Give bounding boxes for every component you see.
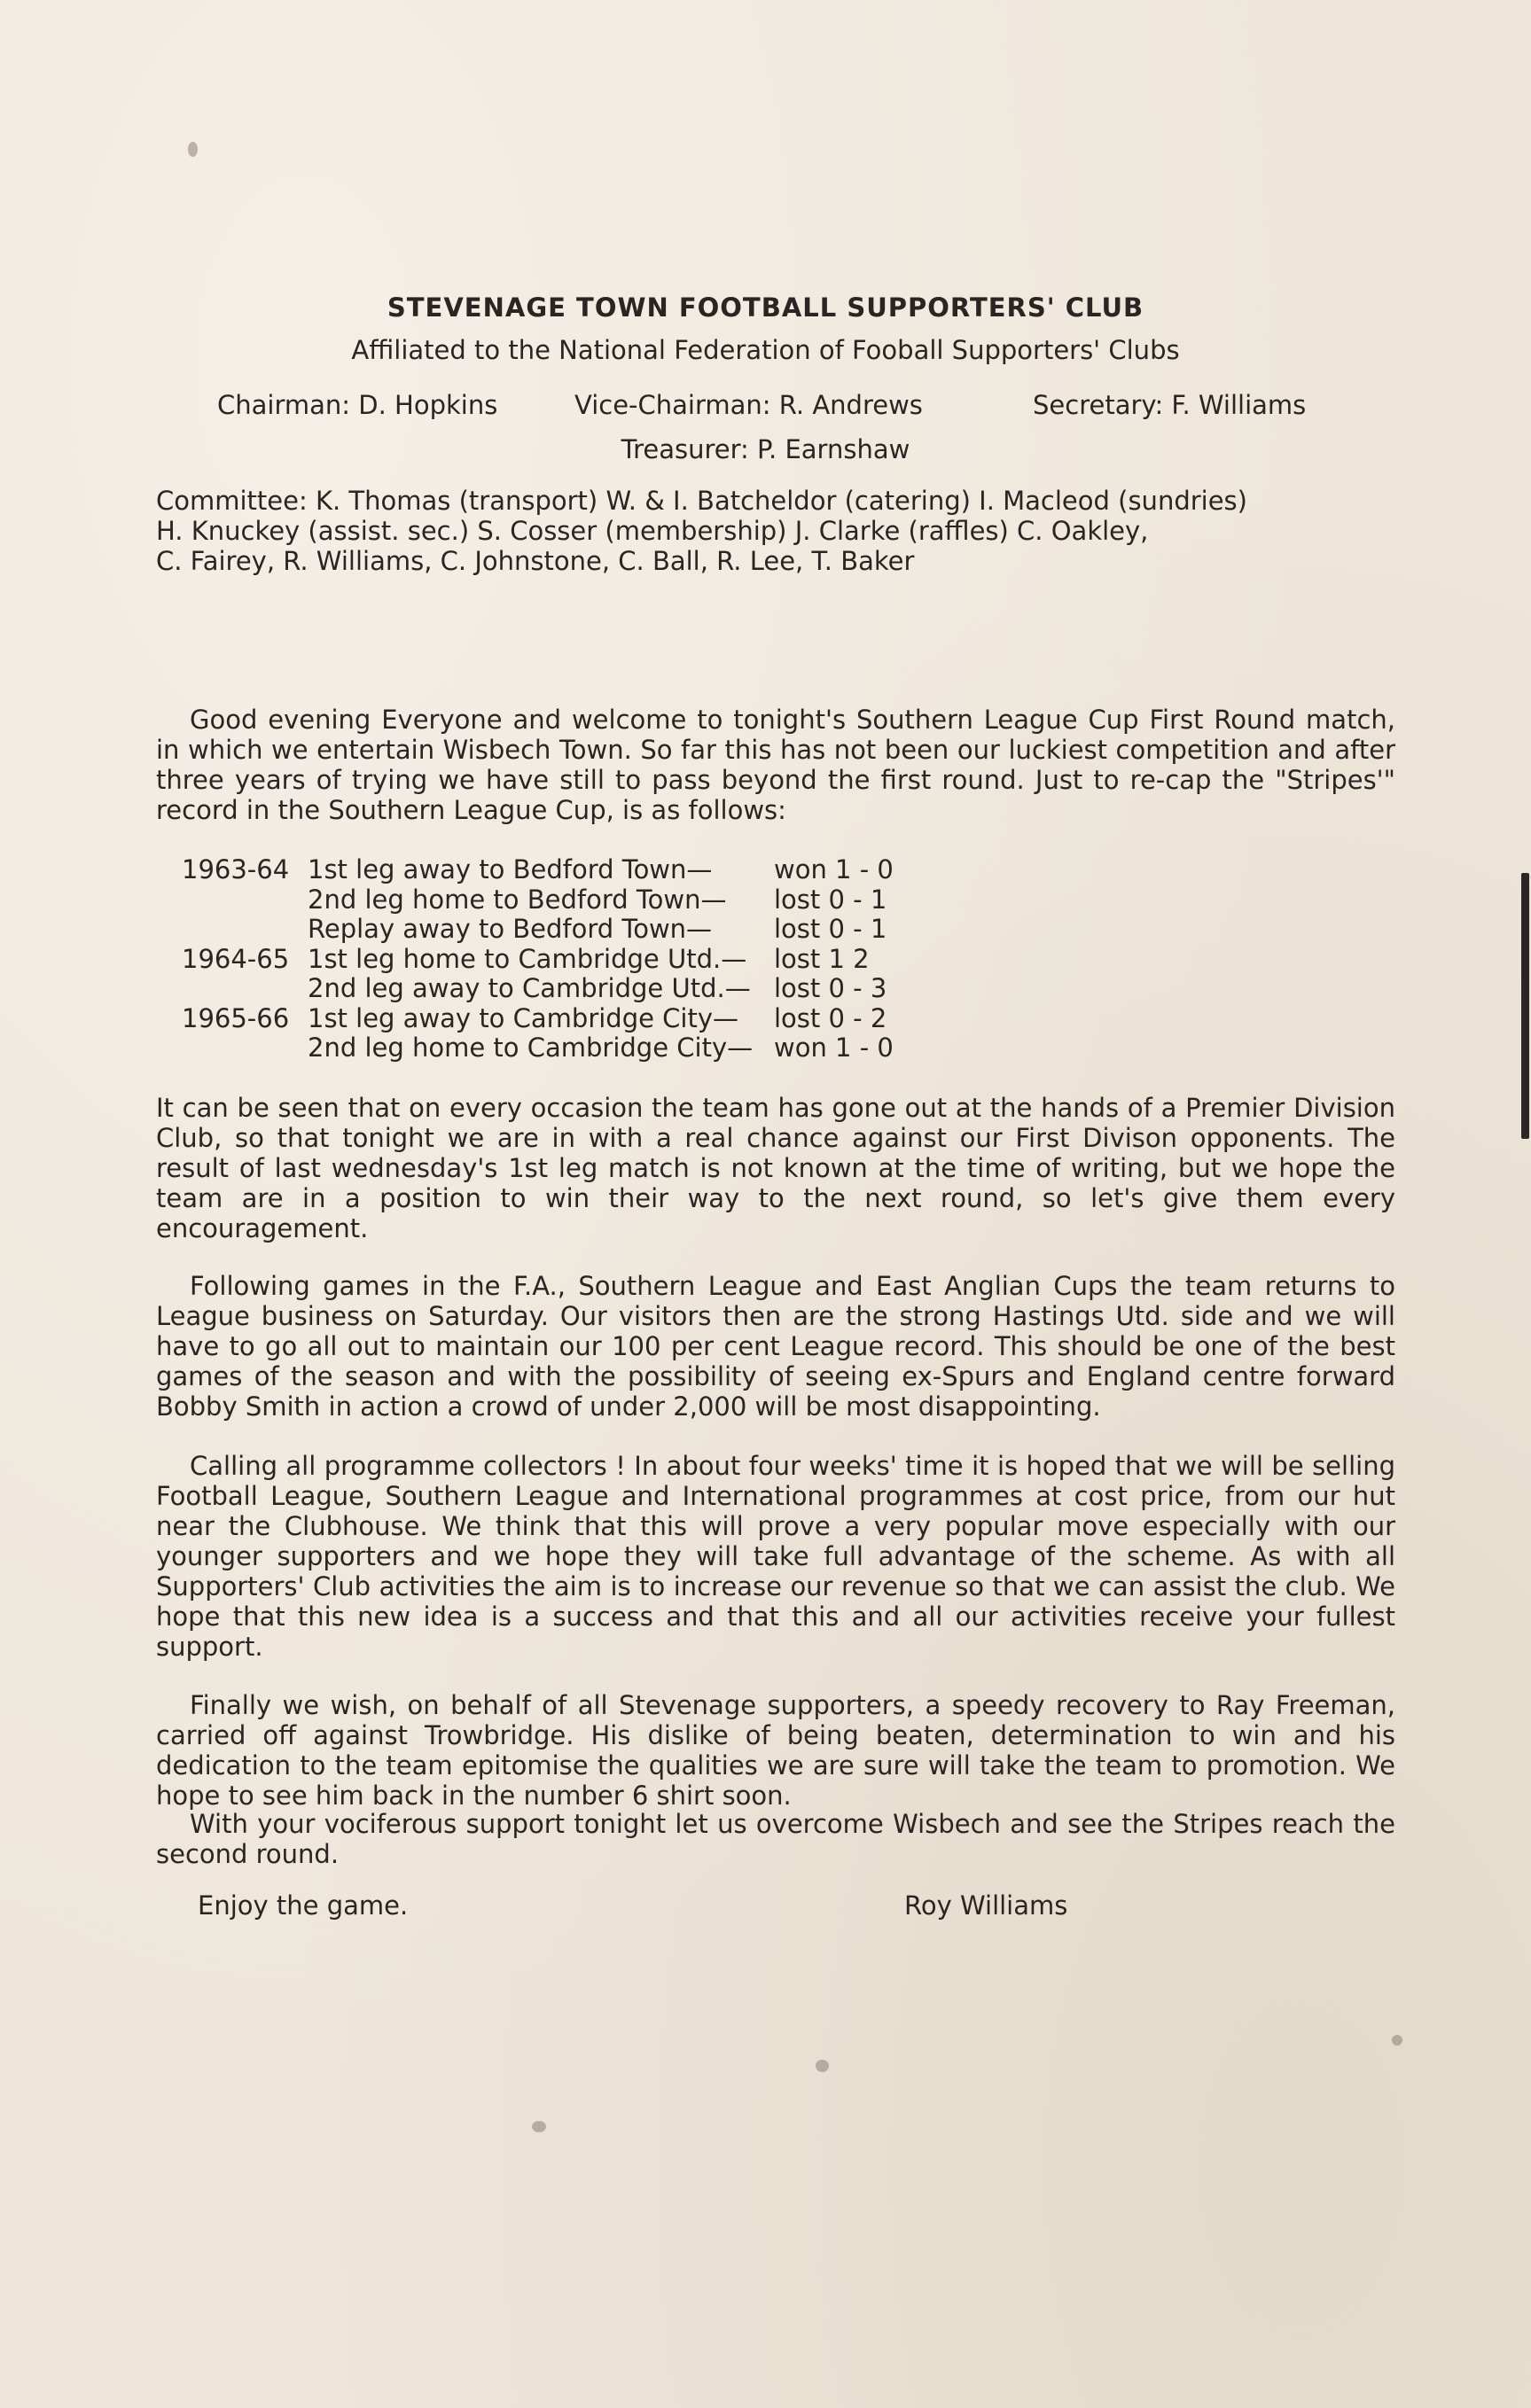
record-result: lost 1 2 <box>774 943 870 974</box>
record-row <box>182 1033 980 1064</box>
record-fixture: 1st leg away to Bedford Town— <box>308 854 713 884</box>
club-affiliation: Affiliated to the National Federation of Fooball Supporters' Clubs <box>351 335 1180 365</box>
record-result: won 1 - 0 <box>774 1033 894 1063</box>
paragraph-support-tonight: With your vociferous support tonight let us overcome Wisbech and see the Stripes reach the second round. <box>156 1809 1395 1869</box>
record-row <box>182 855 980 885</box>
record-row <box>182 885 980 916</box>
signature: Roy Williams <box>904 1890 1068 1921</box>
record-row <box>182 945 980 975</box>
closing-greeting: Enjoy the game. <box>198 1890 409 1921</box>
paragraph-programme-collectors: Calling all programme collectors ! In about four weeks' time it is hoped that we will be selling Football League, Southern League and International programmes at cost price, from our hut near the Clubhouse. We think that this will prove a very popular move especially with our younger supporters and we hope they will take full advantage of the scheme. As with all Supporters' Club activities the aim is to increase our revenue so that we can assist the club. We hope that this new idea is a success and that this and all our activities receive your fullest support. <box>156 1451 1395 1662</box>
record-fixture: 2nd leg home to Bedford Town— <box>308 884 727 915</box>
record-fixture: Replay away to Bedford Town— <box>308 914 713 944</box>
committee-line: H. Knuckey (assist. sec.) S. Cosser (membership) J. Clarke (raffles) C. Oakley, <box>156 516 1149 546</box>
secretary: Secretary: F. Williams <box>1033 390 1307 420</box>
record-result: lost 0 - 2 <box>774 1002 887 1033</box>
record-fixture: 2nd leg away to Cambridge Utd.— <box>308 973 751 1003</box>
record-season: 1965-66 <box>182 1002 290 1033</box>
club-title: STEVENAGE TOWN FOOTBALL SUPPORTERS' CLUB <box>387 292 1144 323</box>
record-fixture: 1st leg away to Cambridge City— <box>308 1002 739 1033</box>
record-fixture: 1st leg home to Cambridge Utd.— <box>308 943 747 974</box>
record-row <box>182 915 980 945</box>
record-result: lost 0 - 1 <box>774 914 887 944</box>
record-result: lost 0 - 3 <box>774 973 887 1003</box>
record-row <box>182 1004 980 1034</box>
vice-chairman: Vice-Chairman: R. Andrews <box>574 390 923 420</box>
paper-spot <box>188 142 198 157</box>
record-row <box>182 974 980 1004</box>
cup-record-list <box>182 855 980 1064</box>
record-season: 1963-64 <box>182 854 290 884</box>
edge-mark <box>1521 873 1529 1139</box>
officers-line <box>217 390 1370 425</box>
record-season: 1964-65 <box>182 943 290 974</box>
record-result: lost 0 - 1 <box>774 884 887 915</box>
intro-paragraph: Good evening Everyone and welcome to tonight's Southern League Cup First Round match, in which we entertain Wisbech Town. So far this has not been our luckiest competition and after three years of trying we have still to pass beyond the first round. Just to re-cap the "Stripes'" record in the Southern League Cup, is as follows: <box>156 705 1395 825</box>
committee-line: Committee: K. Thomas (transport) W. & I. Batcheldor (catering) I. Macleod (sundries) <box>156 486 1247 516</box>
paragraph-premier-division: It can be seen that on every occasion the team has gone out at the hands of a Premier Division Club, so that tonight we are in with a real chance against our First Divison opponents. The result of last wednesday's 1st leg match is not known at the time of writing, but we hope the team are in a position to win their way to the next round, so let's give them every encouragement. <box>156 1093 1395 1243</box>
paper-spot <box>1392 2035 1402 2046</box>
paper-spot <box>816 2060 829 2072</box>
paper-spot <box>532 2121 546 2132</box>
chairman: Chairman: D. Hopkins <box>217 390 498 420</box>
paragraph-league-business: Following games in the F.A., Southern League and East Anglian Cups the team returns to League business on Saturday. Our visitors then are the strong Hastings Utd. side and we will have to go all out to maintain our 100 per cent League record. This should be one of the best games of the season and with the possibility of seeing ex-Spurs and England centre forward Bobby Smith in action a crowd of under 2,000 will be most disappointing. <box>156 1271 1395 1422</box>
treasurer: Treasurer: P. Earnshaw <box>621 434 910 464</box>
paragraph-ray-freeman: Finally we wish, on behalf of all Stevenage supporters, a speedy recovery to Ray Freeman, carried off against Trowbridge. His dislike of being beaten, determination to win and his dedication to the team epitomise the qualities we are sure will take the team to promotion. We hope to see him back in the number 6 shirt soon. <box>156 1690 1395 1811</box>
committee-list <box>156 486 1397 576</box>
committee-line: C. Fairey, R. Williams, C. Johnstone, C. Ball, R. Lee, T. Baker <box>156 546 915 576</box>
record-result: won 1 - 0 <box>774 854 894 884</box>
record-fixture: 2nd leg home to Cambridge City— <box>308 1033 754 1063</box>
